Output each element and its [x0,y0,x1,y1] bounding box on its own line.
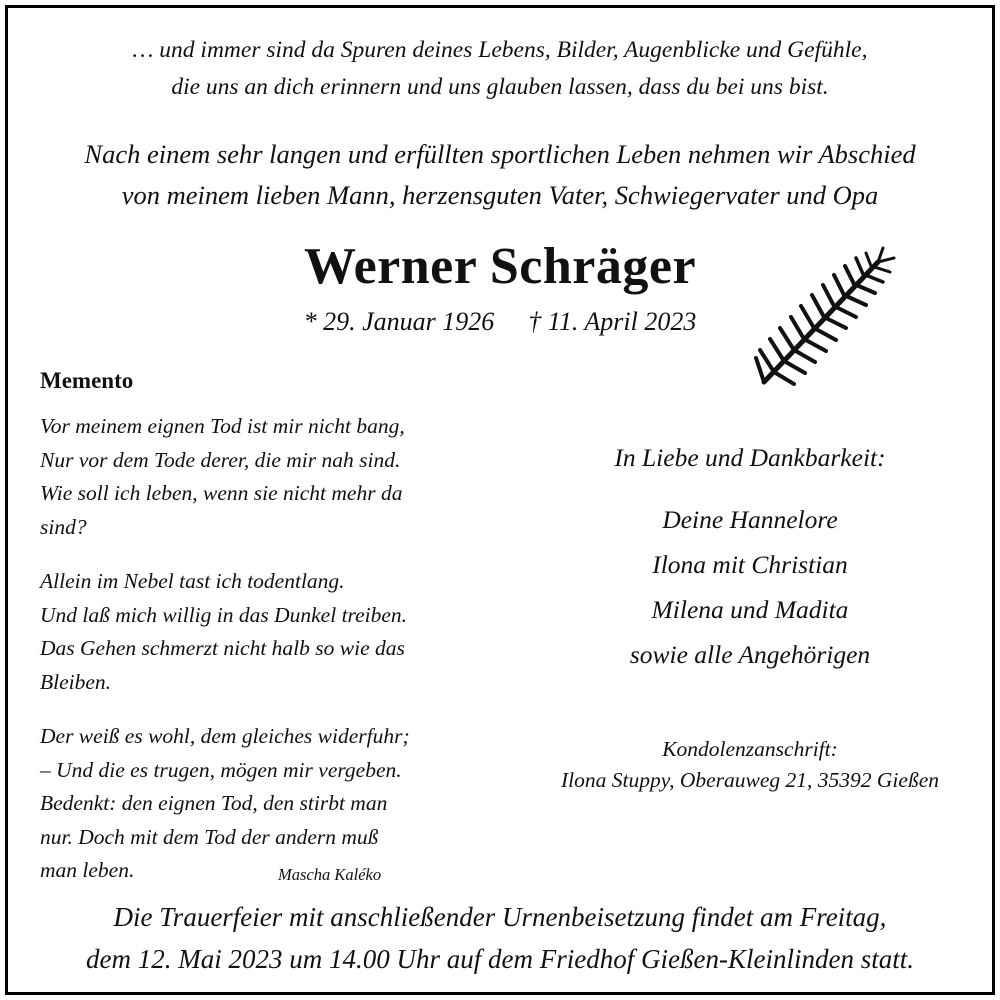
family-member: Ilona mit Christian [652,550,848,579]
poem-column [40,366,464,888]
poem-stanza-2 [40,565,464,699]
poem-author: Mascha Kaléko [278,865,382,884]
poem-line: Der weiß es wohl, dem gleiches widerfuhr; [40,724,410,748]
introduction-line-2: von meinem lieben Mann, herzensguten Vater, Schwiegervater und Opa [121,180,879,210]
notice-content [8,8,992,992]
service-line-2: dem 12. Mai 2023 um 14.00 Uhr auf dem Friedhof Gießen-Kleinlinden statt. [86,944,914,974]
poem-line: Und laß mich willig in das Dunkel treiben. [40,602,408,627]
condolence-address-block [508,734,992,796]
family-member: Milena und Madita [651,595,849,624]
poem-line: Allein im Nebel tast ich todentlang. [40,569,345,593]
poem-line: Vor meinem eignen Tod ist mir nicht bang, [40,414,405,438]
condolence-label: Kondolenzanschrift: [662,737,838,761]
poem-line: sind? [40,514,87,539]
poem-line: – Und die es trugen, mögen mir vergeben. [40,757,402,782]
introduction-text [8,134,992,216]
condolence-address: Ilona Stuppy, Oberauweg 21, 35392 Gießen [561,768,939,792]
poem-title: Memento [40,368,134,393]
poem-line: Das Gehen schmerzt nicht halb so wie das [40,636,405,660]
poem-line: Bleiben. [40,669,112,694]
epitaph-line-1: … und immer sind da Spuren deines Lebens, Bilder, Augenblicke und Gefühle, [132,37,868,63]
family-lead-text: In Liebe und Dankbarkeit: [614,443,886,472]
poem-stanza-1 [40,410,464,544]
poem-line: Wie soll ich leben, wenn sie nicht mehr da [40,481,403,505]
service-line-1: Die Trauerfeier mit anschließender Urnenbeisetzung findet am Freitag, [113,902,887,932]
funeral-service-details [8,896,992,980]
epitaph-text [8,32,992,106]
family-column [508,442,992,677]
epitaph-line-2: die uns an dich erinnern und uns glauben lassen, dass du bei uns bist. [171,74,829,100]
introduction-line-1: Nach einem sehr langen und erfüllten sportlichen Leben nehmen wir Abschied [84,139,916,169]
birth-date: * 29. Januar 1926 [303,307,495,336]
poem-line: Nur vor dem Tode derer, die mir nah sind. [40,447,401,472]
poem-last-line-row [40,854,464,888]
fern-branch-icon [750,242,900,392]
poem-stanza-3 [40,720,464,888]
poem-line: man leben. [40,858,135,882]
poem-line: nur. Doch mit dem Tod der andern muß [40,824,379,849]
death-date: † 11. April 2023 [528,307,697,336]
family-member: sowie alle Angehörigen [629,640,871,669]
family-member: Deine Hannelore [662,505,838,534]
deceased-name: Werner Schräger [303,238,697,295]
poem-line: Bedenkt: den eignen Tod, den stirbt man [40,791,388,815]
